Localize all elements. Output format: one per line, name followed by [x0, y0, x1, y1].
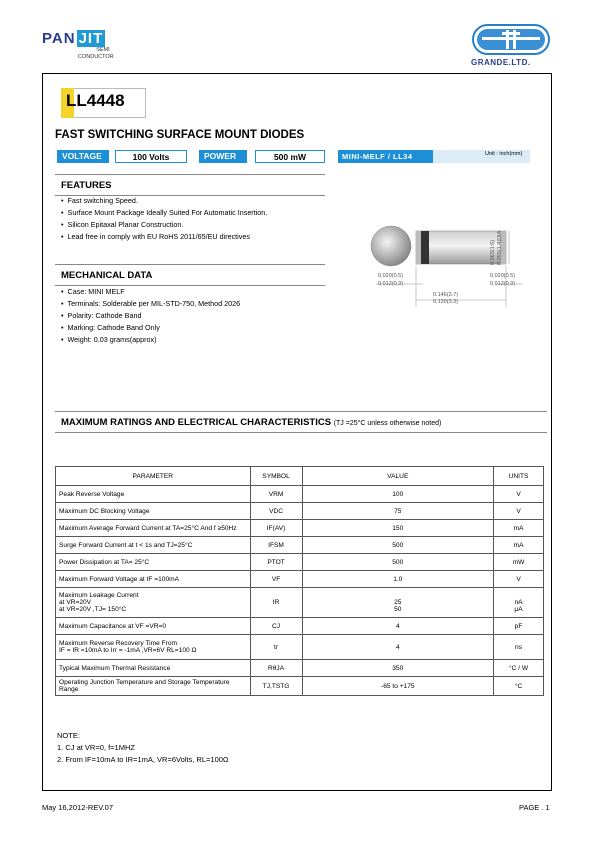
table-cell-param: Maximum Forward Voltage at IF =100mA — [56, 571, 251, 588]
table-row — [56, 537, 544, 554]
table-cell-symbol: IF(AV) — [250, 520, 302, 537]
list-item: • Surface Mount Package Ideally Suited For Automatic Insertion. — [61, 207, 267, 219]
table-cell-value: 350 — [302, 660, 494, 677]
table-row — [56, 588, 544, 618]
ratings-heading — [55, 411, 547, 433]
table-cell-symbol: IFSM — [250, 537, 302, 554]
page-title: FAST SWITCHING SURFACE MOUNT DIODES — [55, 129, 305, 141]
table-row — [56, 520, 544, 537]
brand-sub-1: SEMI — [96, 47, 110, 53]
table-cell-unit: ns — [494, 635, 544, 660]
ratings-note: (TJ =25°C unless otherwise noted) — [333, 420, 442, 427]
table-cell-param: Maximum Capacitance at VF =VR=0 — [56, 618, 251, 635]
table-cell-symbol: VF — [250, 571, 302, 588]
list-item: • Weight: 0.03 grams(approx) — [61, 334, 240, 346]
grande-logo-icon — [472, 24, 550, 55]
table-cell-value: 4 — [302, 618, 494, 635]
list-item: • Case: MINI MELF — [61, 286, 240, 298]
power-label: POWER — [199, 150, 247, 163]
table-row — [56, 618, 544, 635]
table-cell-param: Peak Reverse Voltage — [56, 486, 251, 503]
table-cell-value: 500 — [302, 537, 494, 554]
panjit-logo — [42, 30, 105, 47]
dim-text: 0.012(0.3) — [490, 281, 516, 287]
table-cell-symbol: CJ — [250, 618, 302, 635]
list-item: • Fast switching Speed. — [61, 195, 267, 207]
list-item: • Marking: Cathode Band Only — [61, 322, 240, 334]
table-cell-param: Maximum Average Forward Current at TA=25°C And f ≥50Hz — [56, 520, 251, 537]
table-cell-symbol: PTOT — [250, 554, 302, 571]
panjit-subtitle — [78, 47, 114, 60]
cathode-band-left — [421, 231, 429, 264]
diode-end-left — [416, 231, 421, 264]
table-cell-symbol: tr — [250, 635, 302, 660]
footer-date: May 16,2012-REV.07 — [42, 803, 114, 812]
table-cell-symbol: IR — [250, 588, 302, 618]
ratings-title: MAXIMUM RATINGS AND ELECTRICAL CHARACTERISTICS — [61, 417, 332, 428]
table-cell-param: Operating Junction Temperature and Storage Temperature Range — [56, 677, 251, 696]
table-cell-unit: V — [494, 486, 544, 503]
table-row — [56, 660, 544, 677]
table-row — [56, 486, 544, 503]
table-cell-value: 1.0 — [302, 571, 494, 588]
table-cell-symbol: VDC — [250, 503, 302, 520]
part-number: LL4448 — [66, 91, 125, 110]
table-cell-param: Maximum Reverse Recovery Time From IF = IR =10mA to Irr = -1mA ,VR=6V RL=100 Ω — [56, 635, 251, 660]
table-cell-unit: °C / W — [494, 660, 544, 677]
table-cell-param: Maximum Leakage Current at VR=20V at VR=20V ,TJ= 150°C — [56, 588, 251, 618]
voltage-label: VOLTAGE — [57, 150, 109, 163]
list-item: • Silicon Epitaxal Planar Construction. — [61, 219, 267, 231]
notes — [57, 730, 229, 766]
table-cell-unit: °C — [494, 677, 544, 696]
table-cell-unit: mW — [494, 554, 544, 571]
endcap-view — [371, 226, 411, 266]
dim-cathode-band — [378, 272, 403, 288]
table-cell-value: 75 — [302, 503, 494, 520]
list-item: • Terminals: Solderable per MIL-STD-750, Method 2026 — [61, 298, 240, 310]
brand-pan: PAN — [42, 30, 76, 47]
package-label: MINI-MELF / LL34 — [338, 150, 433, 163]
table-cell-unit: V — [494, 571, 544, 588]
table-row — [56, 635, 544, 660]
list-item: • Lead free in comply with EU RoHS 2011/65/EU directives — [61, 231, 267, 243]
table-cell-unit: pF — [494, 618, 544, 635]
footer-page: PAGE . 1 — [519, 803, 550, 812]
table-cell-symbol: VRM — [250, 486, 302, 503]
mechanical-heading: MECHANICAL DATA — [55, 264, 325, 286]
column-header: SYMBOL — [250, 467, 302, 486]
dim-diameter — [490, 205, 504, 265]
dim-length — [433, 292, 458, 306]
dim-text: 0.020(0.5) — [378, 273, 404, 279]
ratings-table — [55, 466, 544, 696]
brand-jit: JIT — [78, 30, 104, 47]
table-cell-param: Surge Forward Current at t < 1s and TJ=25°C — [56, 537, 251, 554]
table-cell-unit: V — [494, 503, 544, 520]
column-header: VALUE — [302, 467, 494, 486]
table-cell-value: 150 — [302, 520, 494, 537]
table-cell-value: -65 to +175 — [302, 677, 494, 696]
dim-text: 0.063(1.6) — [490, 239, 496, 265]
grande-text: GRANDE.LTD. — [471, 58, 531, 67]
voltage-value: 100 Volts — [115, 150, 187, 163]
dim-text: 0.055(1.4)DIA — [497, 230, 503, 265]
column-header: UNITS — [494, 467, 544, 486]
dim-text: 0.130(3.3) — [433, 299, 459, 305]
table-row — [56, 503, 544, 520]
table-cell-value: 100 — [302, 486, 494, 503]
table-cell-value: 4 — [302, 635, 494, 660]
brand-sub-2: CONDUCTOR — [78, 53, 114, 60]
table-cell-symbol: RθJA — [250, 660, 302, 677]
dim-text: 0.146(3.7) — [433, 292, 459, 298]
dim-end-cap — [490, 272, 515, 288]
unit-label: Unit : inch(mm) — [485, 151, 523, 157]
note-line: 2. From IF=10mA to IR=1mA, VR=6Volts, RL=100Ω — [57, 755, 229, 764]
table-cell-symbol: TJ,TSTG — [250, 677, 302, 696]
list-item: • Polarity: Cathode Band — [61, 310, 240, 322]
table-cell-value: 25 50 — [302, 588, 494, 618]
column-header: PARAMETER — [56, 467, 251, 486]
table-cell-unit: nA μA — [494, 588, 544, 618]
table-header-row — [56, 467, 544, 486]
table-row — [56, 554, 544, 571]
power-value: 500 mW — [255, 150, 325, 163]
table-row — [56, 571, 544, 588]
features-list — [61, 195, 267, 243]
dim-text: 0.012(0.3) — [378, 281, 404, 287]
table-cell-unit: mA — [494, 537, 544, 554]
note-line: 1. CJ at VR=0, f=1MHZ — [57, 743, 135, 752]
table-cell-param: Maximum DC Blocking Voltage — [56, 503, 251, 520]
table-cell-param: Typical Maximum Thermal Resistance — [56, 660, 251, 677]
table-cell-unit: mA — [494, 520, 544, 537]
notes-heading: NOTE: — [57, 731, 80, 740]
table-row — [56, 677, 544, 696]
table-cell-param: Power Dissipation at TA= 25°C — [56, 554, 251, 571]
table-cell-value: 500 — [302, 554, 494, 571]
features-heading: FEATURES — [55, 174, 325, 196]
dim-text: 0.020(0.5) — [490, 273, 516, 279]
mechanical-list — [61, 286, 240, 346]
